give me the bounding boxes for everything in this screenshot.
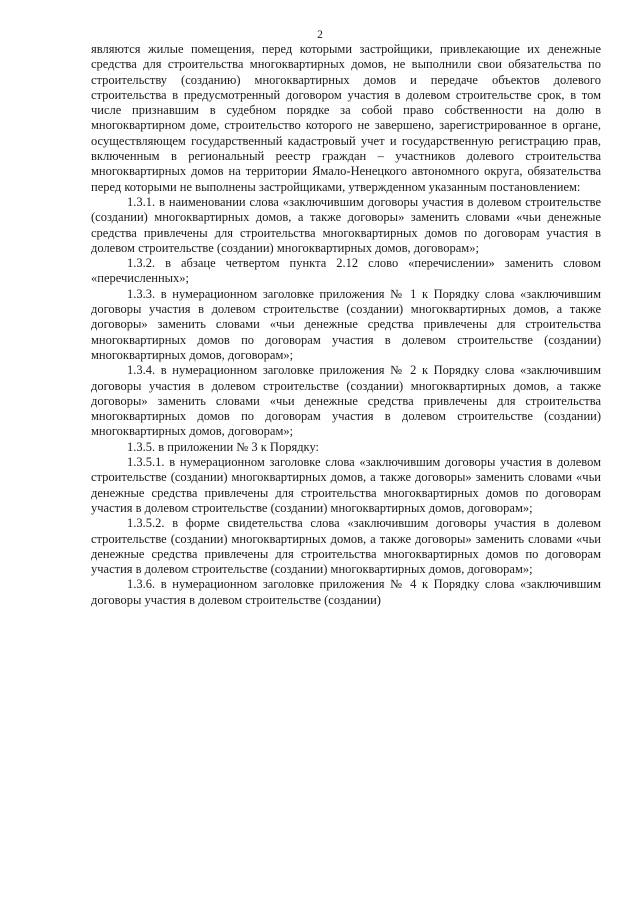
item-1-3-5-2: 1.3.5.2. в форме свидетельства слова «заключившим договоры участия в долевом строительстве (создании) многоквартирных домов, а также договоры» заменить словами «чьи денежные средства привлечены для строительства многоквартирных домов по договорам участия в долевом строительстве (создании) многоквартирных домов, договорам»; (91, 516, 601, 577)
item-1-3-6: 1.3.6. в нумерационном заголовке приложения № 4 к Порядку слова «заключившим договоры участия в долевом строительстве (создании) (91, 577, 601, 607)
document-body (91, 42, 601, 608)
item-1-3-2: 1.3.2. в абзаце четвертом пункта 2.12 слово «перечислении» заменить словом «перечисленных»; (91, 256, 601, 286)
item-1-3-3: 1.3.3. в нумерационном заголовке приложения № 1 к Порядку слова «заключившим договоры участия в долевом строительстве (создании) многоквартирных домов, а также договоры» заменить словами «чьи денежные средства привлечены для строительства многоквартирных домов по договорам участия в долевом строительстве (создании) многоквартирных домов, договорам»; (91, 286, 601, 362)
item-1-3-5: 1.3.5. в приложении № 3 к Порядку: (127, 439, 320, 454)
item-1-3-1: 1.3.1. в наименовании слова «заключившим договоры участия в долевом строительстве (создании) многоквартирных домов, а также договоры» заменить словами «чьи денежные средства привлечены для строительства многоквартирных домов по договорам участия в долевом строительстве (создании) многоквартирных домов, договорам»; (91, 194, 601, 255)
page-number: 2 (317, 29, 323, 41)
opening-paragraph: являются жилые помещения, перед которыми застройщики, привлекающие их денежные средства для строительства многоквартирных домов, не выполнили свои обязательства по строительству (созданию) многоквартирных домов и передаче объектов долевого строительства в предусмотренный договором участия в долевом строительстве срок, в том числе признавшим в судебном порядке за собой право собственности на долю в многоквартирном доме, строительство которого не завершено, зарегистрированное в органе, осуществляющем государственный кадастровый учет и государственную регистрацию прав, включенным в региональный реестр граждан – участников долевого строительства многоквартирных домов на территории Ямало-Ненецкого автономного округа, обязательства перед которыми не выполнены застройщиками, утвержденном указанным постановлением: (91, 42, 601, 194)
item-1-3-4: 1.3.4. в нумерационном заголовке приложения № 2 к Порядку слова «заключившим договоры участия в долевом строительстве (создании) многоквартирных домов, а также договоры» заменить словами «чьи денежные средства привлечены для строительства многоквартирных домов по договорам участия в долевом строительстве (создании) многоквартирных домов, договорам»; (91, 363, 601, 439)
item-1-3-5-1: 1.3.5.1. в нумерационном заголовке слова «заключившим договоры участия в долевом строительстве (создании) многоквартирных домов, а также договоры» заменить словами «чьи денежные средства привлечены для строительства многоквартирных домов по договорам участия в долевом строительстве (создании) многоквартирных домов, договорам»; (91, 455, 601, 515)
